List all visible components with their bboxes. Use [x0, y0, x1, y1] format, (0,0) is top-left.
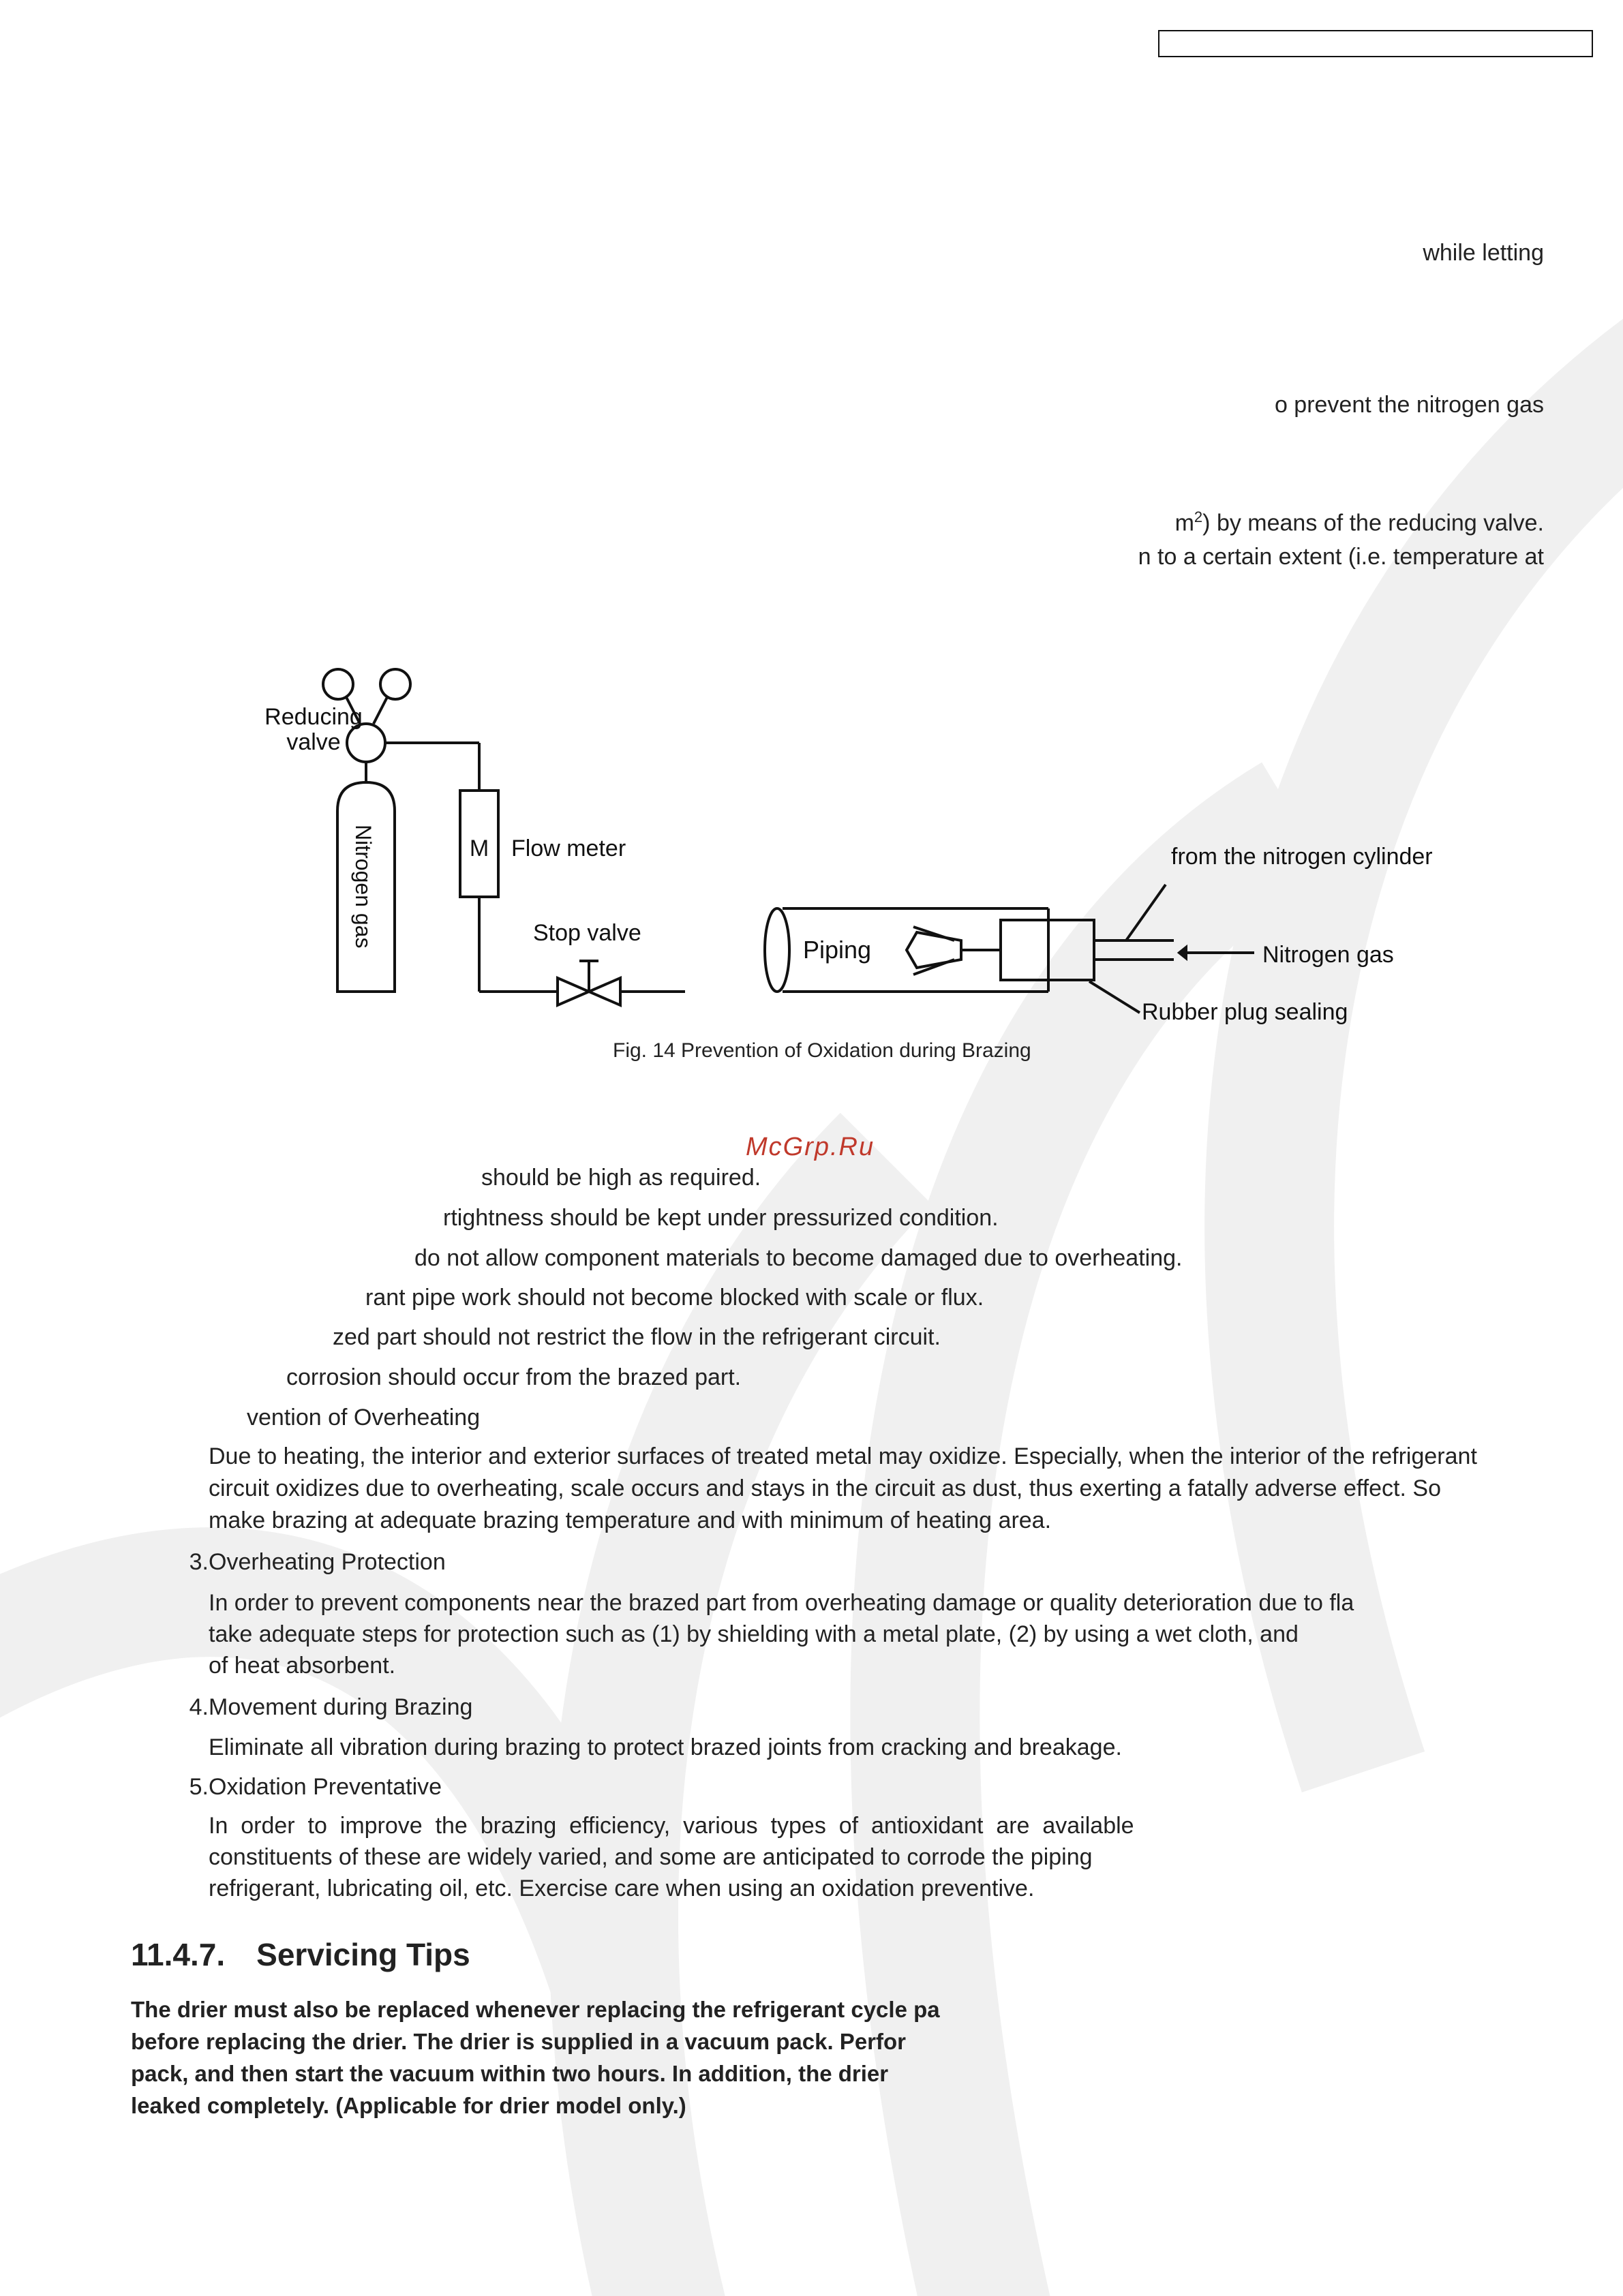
fragment-prevent-nitrogen: o prevent the nitrogen gas [1274, 392, 1544, 418]
label-flow-meter-m: M [469, 836, 489, 861]
gauge-left [323, 669, 353, 699]
fragment-temperature: n to a certain extent (i.e. temperature at [1138, 544, 1544, 570]
item-movement-title: Movement during Brazing [209, 1694, 473, 1720]
section-title: Servicing Tips [256, 1937, 470, 1972]
item-prevention-overheating-title: vention of Overheating [247, 1405, 481, 1430]
section-number: 11.4.7. [131, 1937, 226, 1972]
item-number: 3. [189, 1549, 209, 1575]
body-line: In order to prevent components near the brazed part from overheating damage or quality deterioration due to fla [209, 1590, 1354, 1616]
item-movement-body: Eliminate all vibration during brazing to protect brazed joints from cracking and breakage. [209, 1734, 1122, 1760]
item-prevention-overheating-body [209, 1441, 1543, 1537]
label-rubber-plug: Rubber plug sealing [1142, 999, 1348, 1025]
body-line: take adequate steps for protection such as (1) by shielding with a metal plate, (2) by using a wet cloth, and [209, 1621, 1299, 1647]
label-valve: valve [286, 729, 341, 755]
requirement-6: corrosion should occur from the brazed part. [286, 1364, 742, 1390]
body-line: constituents of these are widely varied, and some are anticipated to corrode the piping [209, 1844, 1093, 1870]
oxidation-prevention-diagram [204, 654, 1472, 1036]
body-line: of heat absorbent. [209, 1653, 396, 1679]
bold-line: before replacing the drier. The drier is supplied in a vacuum pack. Perfor [131, 2029, 907, 2054]
body-line: make brazing at adequate brazing temperature and with minimum of heating area. [209, 1507, 1052, 1533]
requirement-2: rtightness should be kept under pressurized condition. [443, 1205, 999, 1231]
label-flow-meter: Flow meter [511, 836, 626, 861]
requirement-4: rant pipe work should not become blocked with scale or flux. [365, 1285, 984, 1311]
requirement-3: do not allow component materials to become damaged due to overheating. [414, 1245, 1183, 1271]
body-line: In order to improve the brazing efficiency, various types of antioxidant are available [209, 1813, 1134, 1839]
body-line: circuit oxidizes due to overheating, scale occurs and stays in the circuit as dust, thus exerting a fatally adverse effect. So [209, 1475, 1441, 1501]
fragment-reducing-valve: $m^2$) by means of the reducing valve. [1174, 508, 1544, 536]
header-box [1158, 30, 1593, 57]
item-overheating-protection-body [209, 1587, 1436, 1681]
item-overheating-protection-title: Overheating Protection [209, 1549, 446, 1575]
bold-line: The drier must also be replaced whenever replacing the refrigerant cycle pa [131, 1997, 940, 2022]
label-piping: Piping [803, 936, 872, 964]
site-watermark-text: McGrp.Ru [746, 1133, 875, 1161]
item-oxidation-preventative-title: Oxidation Preventative [209, 1774, 442, 1800]
servicing-tips-body [131, 1993, 940, 2122]
item-number: 5. [189, 1774, 209, 1800]
label-stop-valve: Stop valve [533, 920, 641, 946]
item-number: 4. [189, 1694, 209, 1720]
requirement-1: should be high as required. [481, 1165, 761, 1191]
section-heading [131, 1936, 470, 1973]
label-reducing: Reducing [264, 704, 363, 730]
requirement-5: zed part should not restrict the flow in the refrigerant circuit. [333, 1324, 941, 1350]
body-line: refrigerant, lubricating oil, etc. Exercise care when using an oxidation preventive. [209, 1876, 1035, 1901]
bold-line: pack, and then start the vacuum within two hours. In addition, the drier [131, 2061, 889, 2086]
label-nitrogen-gas-vertical: Nitrogen gas [351, 825, 376, 949]
label-from-cylinder: from the nitrogen cylinder [1171, 844, 1433, 870]
item-oxidation-preventative-body [209, 1810, 1134, 1904]
gauge-right [380, 669, 410, 699]
figure-caption: Fig. 14 Prevention of Oxidation during Brazing [613, 1039, 1031, 1062]
bold-line: leaked completely. (Applicable for drier model only.) [131, 2093, 686, 2118]
body-line: Due to heating, the interior and exterior surfaces of treated metal may oxidize. Especially, when the interior of the refrigerant [209, 1443, 1477, 1469]
label-nitrogen-gas: Nitrogen gas [1262, 942, 1394, 968]
fragment-while-letting: while letting [1423, 240, 1544, 266]
